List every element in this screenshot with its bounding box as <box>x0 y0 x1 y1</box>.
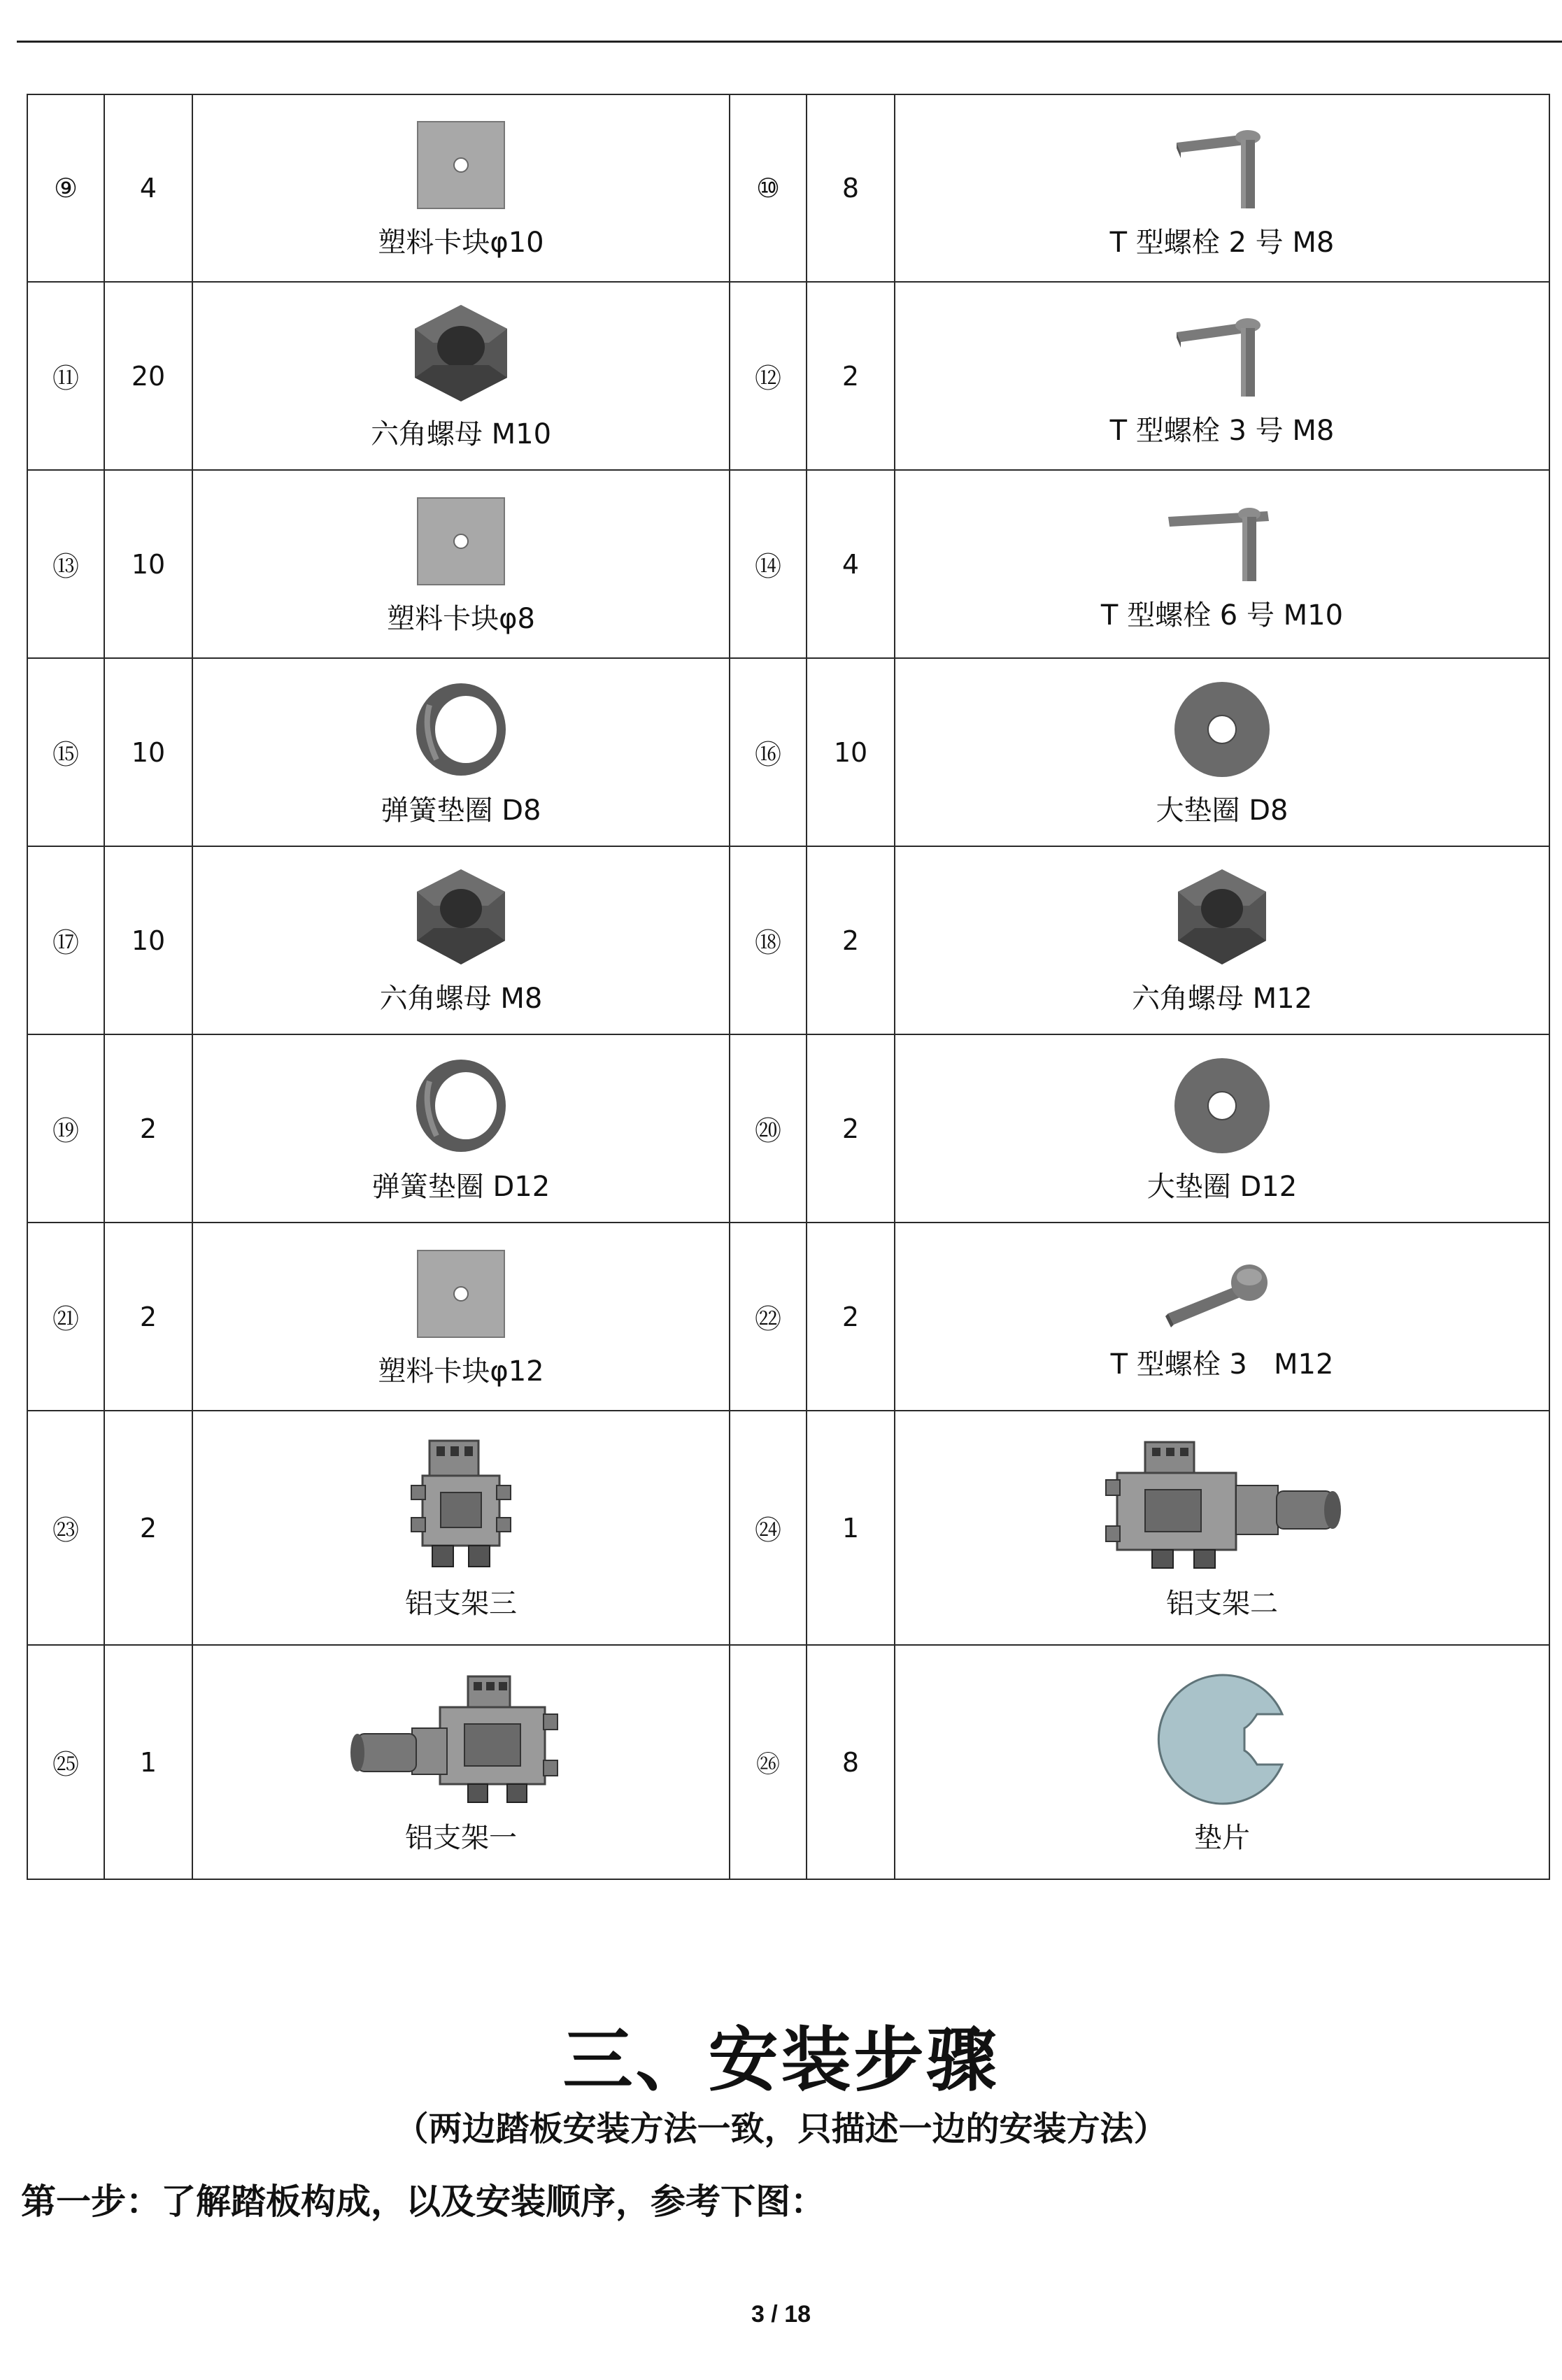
part-number: ㉕ <box>27 1645 104 1879</box>
part-quantity: 10 <box>104 658 192 846</box>
table-row <box>27 282 1549 470</box>
header-rule <box>17 41 1562 43</box>
part-number: ㉖ <box>730 1645 807 1879</box>
plastic-clip-icon <box>412 1245 510 1343</box>
part-number: ⑱ <box>730 846 807 1034</box>
part-cell <box>895 282 1549 470</box>
flat-washer-icon <box>1170 1053 1275 1158</box>
part-quantity: 2 <box>807 1223 895 1411</box>
part-cell <box>895 846 1549 1034</box>
table-row <box>27 846 1549 1034</box>
plastic-clip-icon <box>412 116 510 214</box>
t-bolt-icon <box>1163 1252 1281 1336</box>
part-name: 塑料卡块φ10 <box>378 227 544 259</box>
section-title: 三、安装步骤 <box>562 2019 1000 2101</box>
part-quantity: 2 <box>807 1034 895 1223</box>
plastic-clip-icon <box>412 492 510 590</box>
part-quantity: 2 <box>104 1034 192 1223</box>
part-cell <box>895 1411 1549 1645</box>
part-cell <box>192 1411 730 1645</box>
part-cell <box>192 94 730 282</box>
part-number: ㉒ <box>730 1223 807 1411</box>
part-name: T 型螺栓 3 号 M8 <box>1109 414 1335 447</box>
part-cell <box>192 282 730 470</box>
table-row <box>27 1411 1549 1645</box>
table-row <box>27 470 1549 658</box>
part-quantity: 1 <box>104 1645 192 1879</box>
part-number: ⑪ <box>27 282 104 470</box>
part-cell <box>895 1223 1549 1411</box>
hex-nut-icon <box>409 865 513 970</box>
part-number: ⑫ <box>730 282 807 470</box>
hex-nut-icon <box>1170 865 1275 970</box>
part-cell <box>192 846 730 1034</box>
step-one-text: 第一步：了解踏板构成，以及安装顺序，参考下图： <box>21 2181 825 2222</box>
hex-nut-icon <box>405 301 517 406</box>
part-number: ⑰ <box>27 846 104 1034</box>
part-quantity: 8 <box>807 94 895 282</box>
part-quantity: 20 <box>104 282 192 470</box>
table-row <box>27 658 1549 846</box>
table-row <box>27 94 1549 282</box>
part-cell <box>192 470 730 658</box>
part-cell <box>895 658 1549 846</box>
bracket-motor-icon <box>349 1669 573 1809</box>
part-name: 铝支架三 <box>405 1587 517 1620</box>
part-name: 塑料卡块φ8 <box>387 602 535 635</box>
part-quantity: 2 <box>807 282 895 470</box>
part-name: 六角螺母 M12 <box>1131 982 1313 1015</box>
part-name: 弹簧垫圈 D8 <box>381 794 541 827</box>
part-number: ⑳ <box>730 1034 807 1223</box>
part-name: 垫片 <box>1194 1821 1250 1854</box>
t-bolt-icon <box>1170 116 1275 214</box>
part-number: ⑯ <box>730 658 807 846</box>
part-name: T 型螺栓 6 号 M10 <box>1100 599 1344 632</box>
part-quantity: 4 <box>807 470 895 658</box>
page-number: 3 / 18 <box>751 2301 811 2328</box>
part-cell <box>895 1645 1549 1879</box>
part-cell <box>192 658 730 846</box>
part-number: ⑩ <box>730 94 807 282</box>
part-quantity: 10 <box>104 846 192 1034</box>
parts-table <box>27 94 1550 1880</box>
part-name: 六角螺母 M8 <box>379 982 543 1015</box>
part-name: 铝支架一 <box>405 1821 517 1854</box>
part-cell <box>192 1645 730 1879</box>
spring-washer-icon <box>409 1053 513 1158</box>
section-subtitle: （两边踏板安装方法一致，只描述一边的安装方法） <box>395 2109 1167 2149</box>
part-quantity: 8 <box>807 1645 895 1879</box>
part-name: 六角螺母 M10 <box>370 418 552 450</box>
part-name: 大垫圈 D12 <box>1146 1170 1298 1203</box>
part-number: ⑮ <box>27 658 104 846</box>
part-number: ⑲ <box>27 1034 104 1223</box>
part-quantity: 2 <box>104 1223 192 1411</box>
part-quantity: 2 <box>104 1411 192 1645</box>
part-quantity: 1 <box>807 1411 895 1645</box>
part-cell <box>895 470 1549 658</box>
table-row <box>27 1034 1549 1223</box>
part-cell <box>895 1034 1549 1223</box>
part-quantity: 10 <box>807 658 895 846</box>
part-number: ㉔ <box>730 1411 807 1645</box>
aluminum-bracket-icon <box>402 1435 520 1575</box>
part-number: ⑨ <box>27 94 104 282</box>
part-number: ⑬ <box>27 470 104 658</box>
table-row <box>27 1645 1549 1879</box>
part-cell <box>192 1034 730 1223</box>
part-number: ㉑ <box>27 1223 104 1411</box>
flat-washer-icon <box>1170 677 1275 782</box>
part-cell <box>895 94 1549 282</box>
part-quantity: 2 <box>807 846 895 1034</box>
c-shim-icon <box>1152 1669 1292 1809</box>
part-name: 塑料卡块φ12 <box>378 1355 544 1388</box>
t-bolt-icon <box>1170 304 1275 402</box>
part-name: T 型螺栓 3 M12 <box>1110 1348 1334 1381</box>
part-cell <box>192 1223 730 1411</box>
t-bolt-icon <box>1163 496 1281 587</box>
bracket-motor-icon <box>1096 1435 1348 1575</box>
part-name: 弹簧垫圈 D12 <box>371 1170 551 1203</box>
part-name: 铝支架二 <box>1166 1587 1278 1620</box>
table-row <box>27 1223 1549 1411</box>
part-quantity: 4 <box>104 94 192 282</box>
part-name: T 型螺栓 2 号 M8 <box>1109 227 1335 259</box>
part-name: 大垫圈 D8 <box>1156 794 1288 827</box>
part-quantity: 10 <box>104 470 192 658</box>
spring-washer-icon <box>409 677 513 782</box>
part-number: ㉓ <box>27 1411 104 1645</box>
part-number: ⑭ <box>730 470 807 658</box>
